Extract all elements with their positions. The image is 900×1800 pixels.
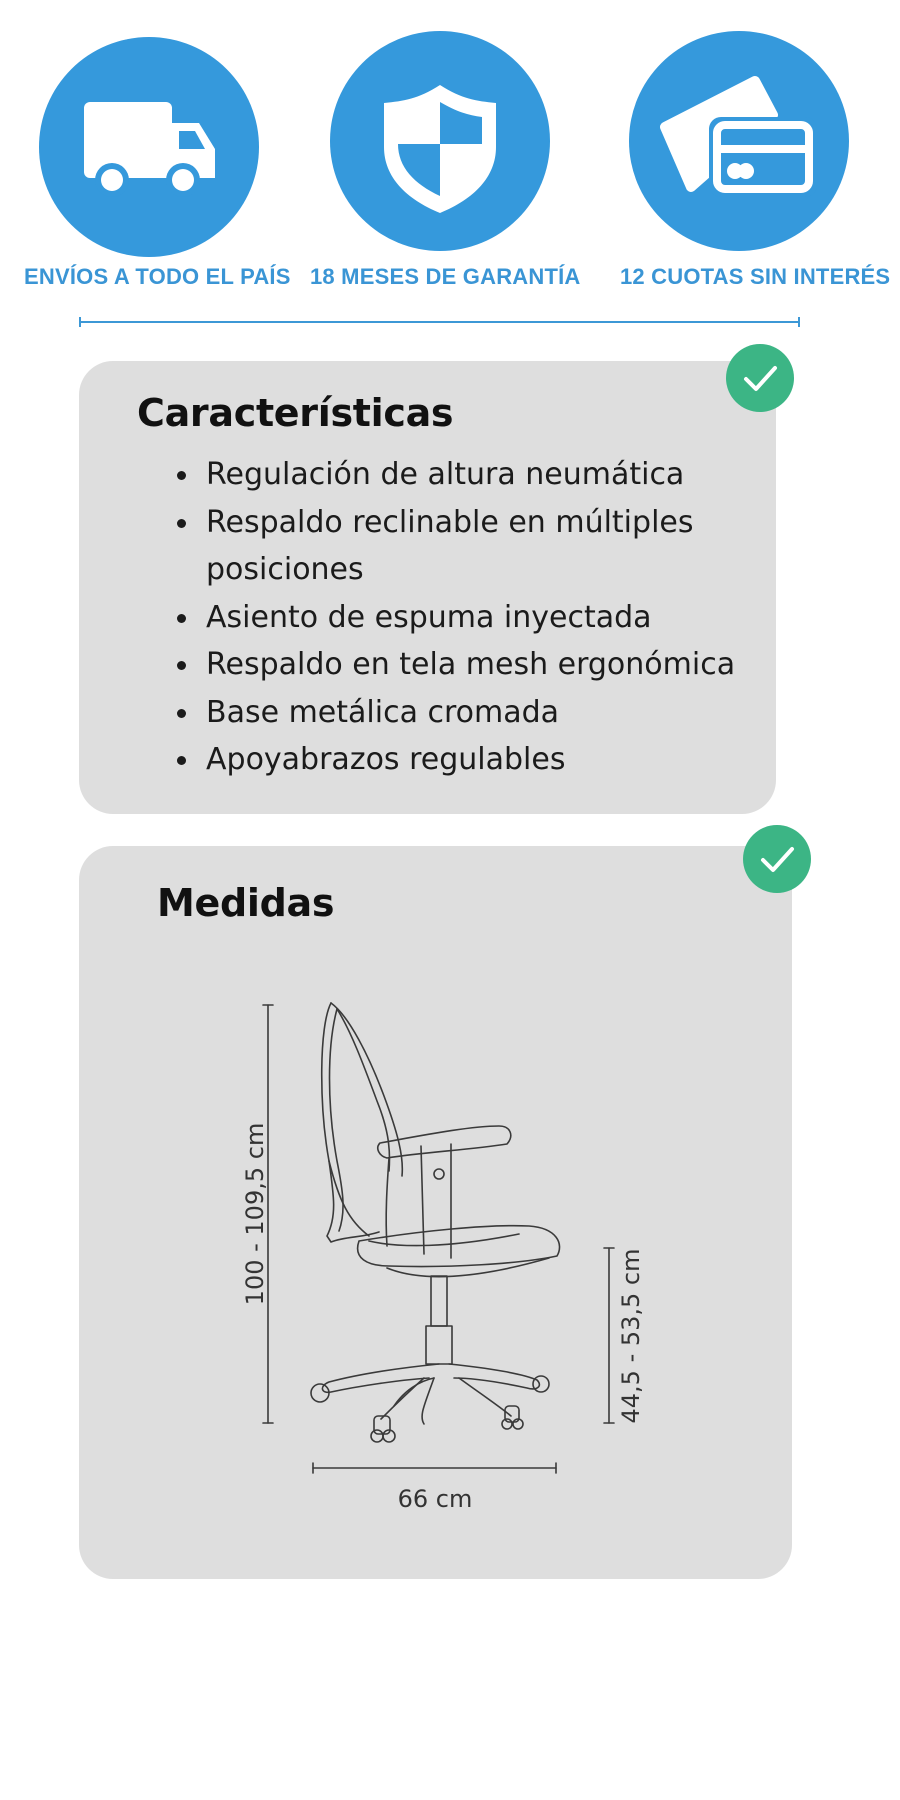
features-list <box>174 451 754 784</box>
truck-icon <box>39 37 259 257</box>
features-title: Características <box>137 391 454 435</box>
list-item: Apoyabrazos regulables <box>174 736 754 784</box>
features-card <box>79 361 776 814</box>
list-item: Base metálica cromada <box>174 689 754 737</box>
section-divider <box>79 321 800 323</box>
chair-diagram <box>219 986 659 1526</box>
shield-icon <box>330 31 550 251</box>
measures-title: Medidas <box>157 881 335 925</box>
warranty-badge <box>330 31 550 251</box>
credit-card-icon <box>629 31 849 251</box>
installments-label: 12 CUOTAS SIN INTERÉS <box>620 264 891 289</box>
list-item: Respaldo reclinable en múltiples posiciones <box>174 499 754 594</box>
list-item: Regulación de altura neumática <box>174 451 754 499</box>
shipping-badge <box>39 37 259 257</box>
shipping-label: ENVÍOS A TODO EL PAÍS <box>24 264 291 289</box>
list-item: Respaldo en tela mesh ergonómica <box>174 641 754 689</box>
list-item: Asiento de espuma inyectada <box>174 594 754 642</box>
check-icon <box>726 344 794 412</box>
width-label: 66 cm <box>397 1485 473 1513</box>
total-height-label: 100 - 109,5 cm <box>241 1122 269 1306</box>
seat-height-label: 44,5 - 53,5 cm <box>617 1248 645 1424</box>
measures-card <box>79 846 792 1579</box>
installments-badge <box>629 31 849 251</box>
warranty-label: 18 MESES DE GARANTÍA <box>310 264 581 289</box>
check-icon <box>743 825 811 893</box>
chair-drawing <box>219 986 659 1526</box>
